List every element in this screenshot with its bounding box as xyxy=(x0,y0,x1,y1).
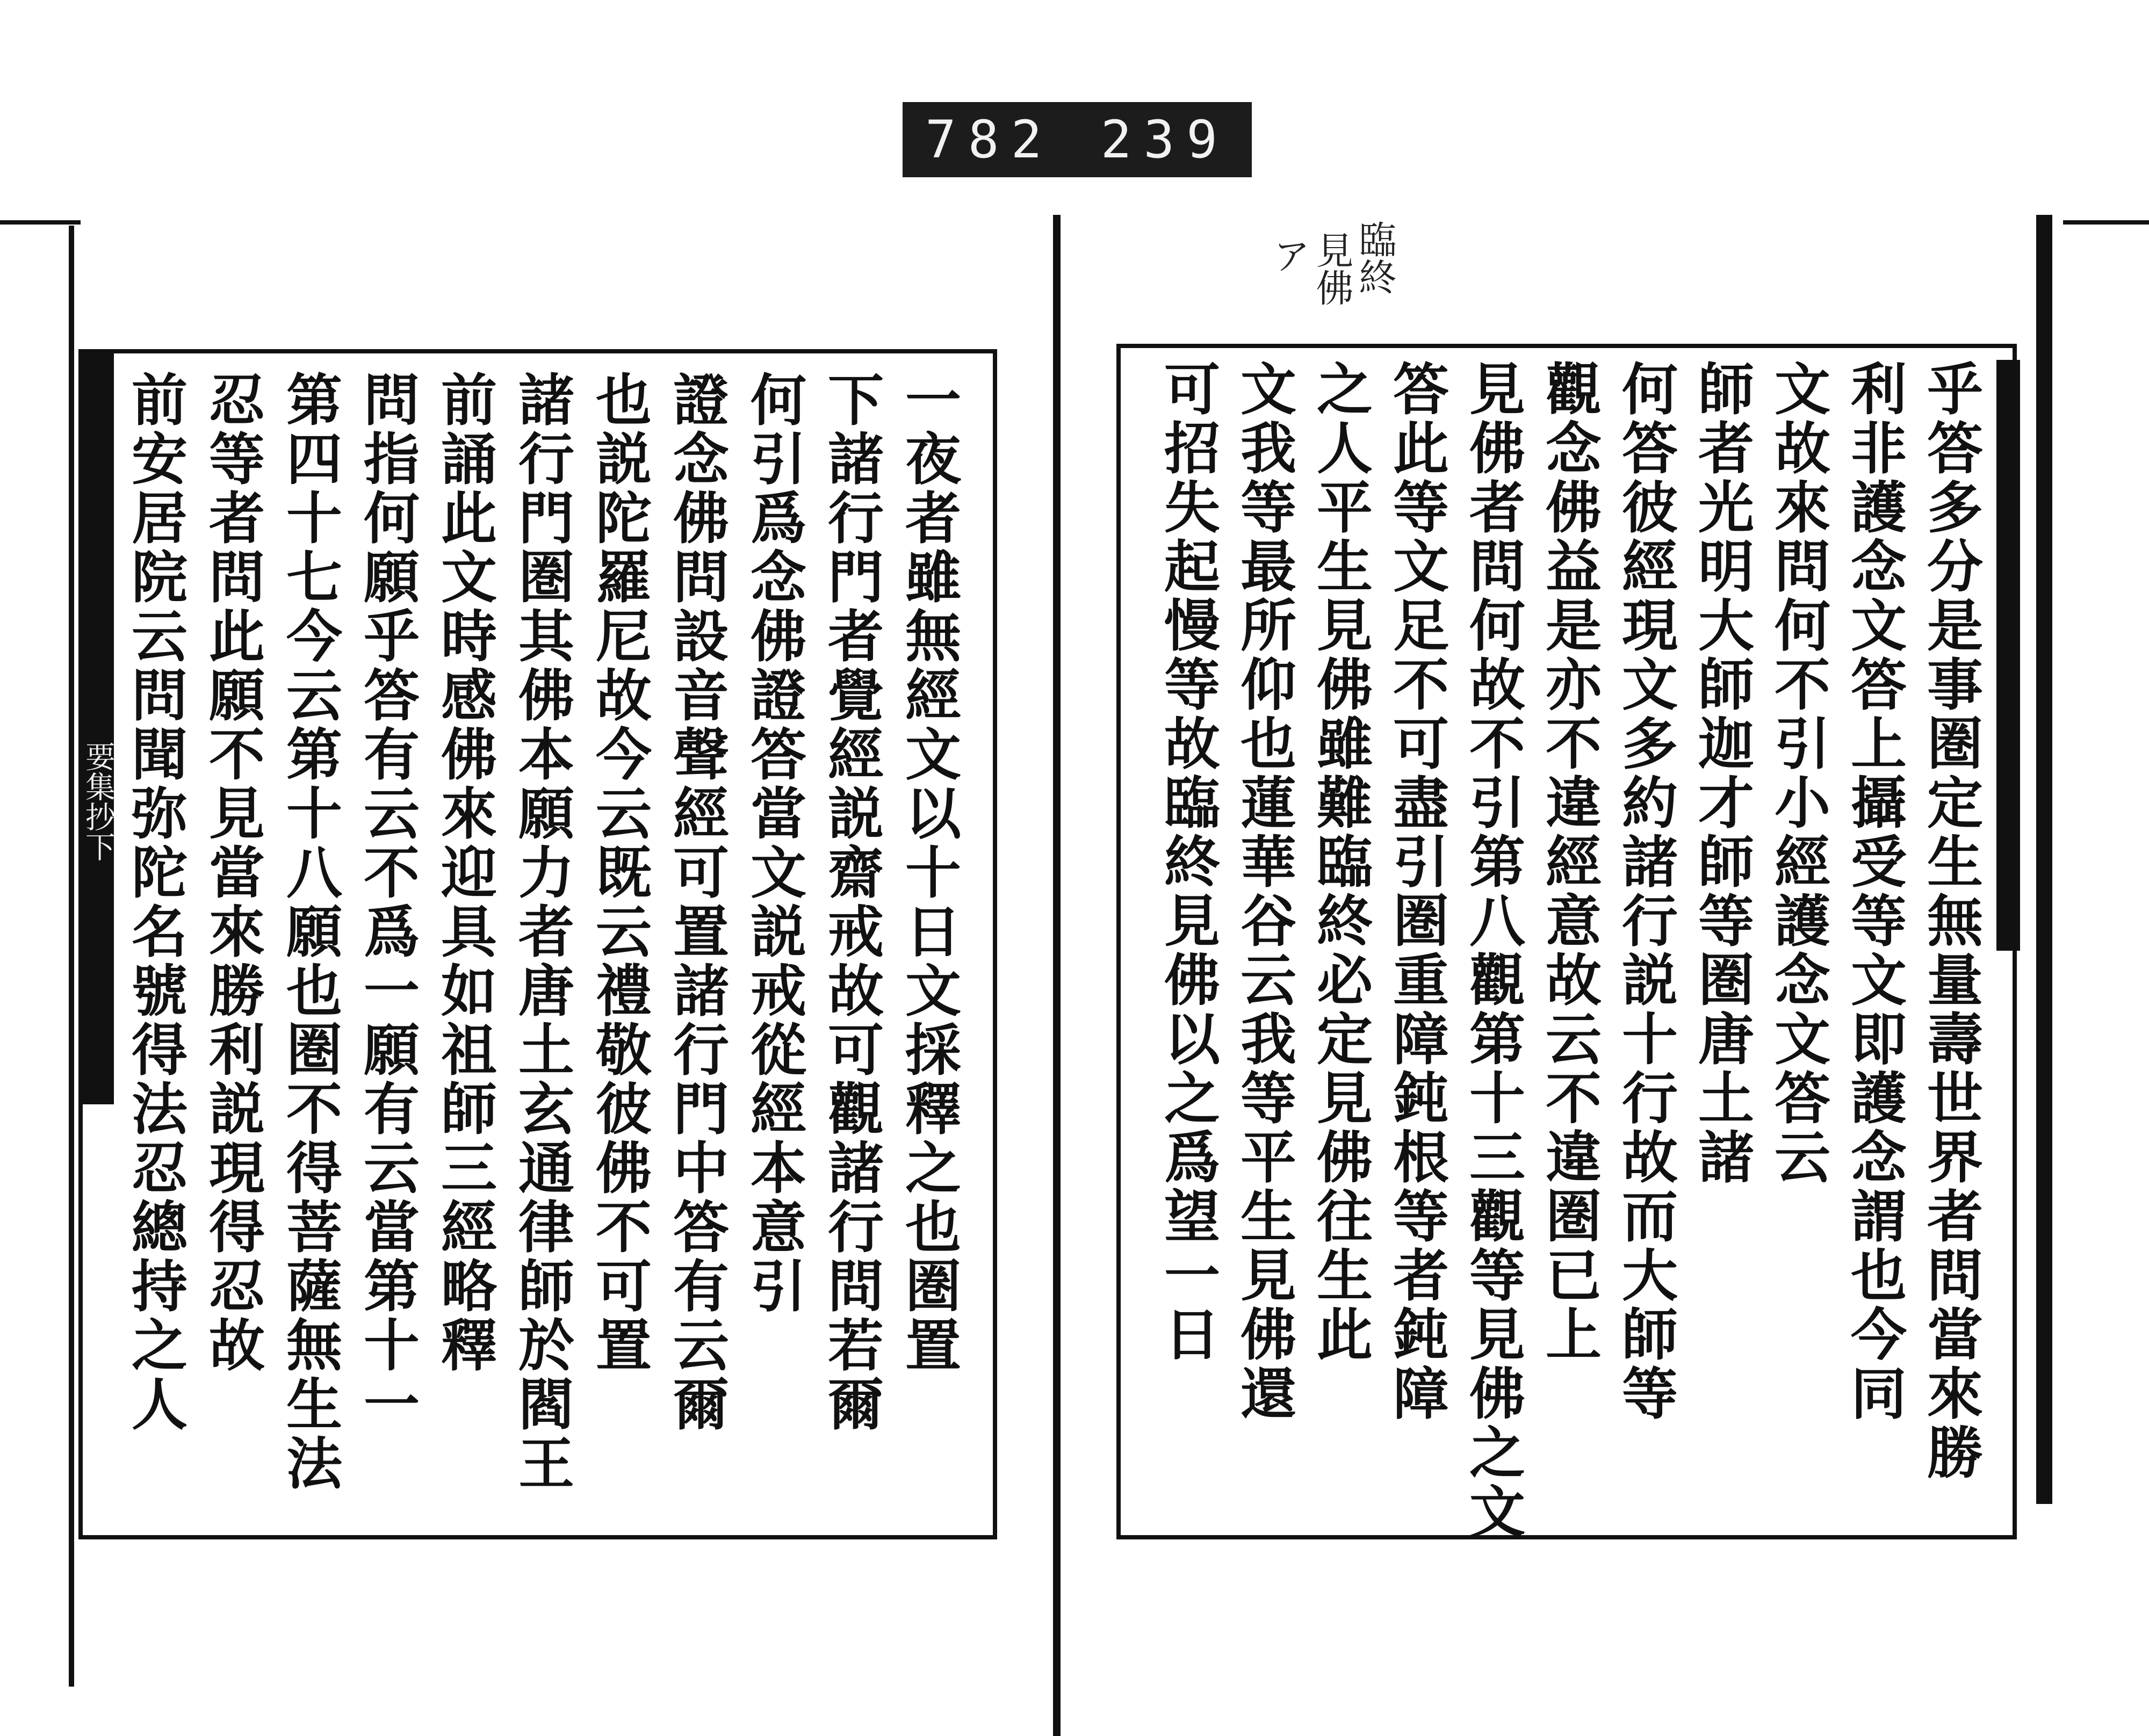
left-text-column-9: 第四十七今云第十八願也圏不得菩薩無生法 xyxy=(277,371,343,1493)
frame-number-label xyxy=(903,102,1252,177)
left-cover-edge xyxy=(69,226,74,1687)
right-text-column-4: 師者光明大師迦才師等圏唐土諸 xyxy=(1689,360,1755,1187)
right-text-column-5: 何答彼經現文多約諸行説十行故而大師等 xyxy=(1612,360,1678,1423)
right-text-column-2: 利非護念文答上攝受等文即護念謂也今同 xyxy=(1841,360,1907,1423)
margin-title: 要集抄下 xyxy=(81,741,116,862)
left-text-column-4: 證念佛問設音聲經可置諸行門中答有云爾 xyxy=(664,371,730,1434)
right-text-column-10: 文我等最所仰也蓮華谷云我等平生見佛還 xyxy=(1231,360,1297,1423)
left-text-column-8: 問指何願乎答有云不爲一願有云當第十一 xyxy=(354,371,420,1434)
left-text-column-5: 也説陀羅尼故今云既云禮敬彼佛不可置 xyxy=(586,371,652,1375)
handwritten-note-line-3: ア xyxy=(1267,236,1311,274)
top-edge-line-left xyxy=(0,220,81,225)
left-text-column-3: 何引爲念佛證答當文説戒從經本意引 xyxy=(741,371,807,1316)
handwritten-note-line-1: 臨終 xyxy=(1353,220,1397,295)
right-text-column-6: 觀念佛益是亦不違經意故云不違圏已上 xyxy=(1536,360,1602,1364)
right-text-column-3: 文故來問何不引小經護念文答云 xyxy=(1765,360,1831,1187)
left-text-column-2: 下諸行門者覺經説齋戒故可觀諸行問若爾 xyxy=(818,371,884,1434)
right-text-column-1: 乎答多分是事圏定生無量壽世界者問當來勝 xyxy=(1917,360,1984,1482)
right-text-column-11: 可招失起慢等故臨終見佛以之爲望一日 xyxy=(1155,360,1221,1364)
left-text-column-7: 前誦此文時感佛來迎具如祖師三經略釋 xyxy=(431,371,497,1375)
frame-number-right: 239 xyxy=(1100,110,1229,170)
frame-number-left: 782 xyxy=(925,110,1054,170)
left-text-column-10: 忍等者問此願不見當來勝利説現得忍故 xyxy=(199,371,265,1375)
left-text-column-1: 一夜者雖無經文以十日文採釋之也圏置 xyxy=(896,371,962,1375)
right-page xyxy=(1107,215,2042,1719)
left-page xyxy=(75,215,1053,1719)
right-text-column-8: 答此等文足不可盡引圏重障鈍根等者鈍障 xyxy=(1383,360,1450,1423)
handwritten-note xyxy=(1257,220,1397,349)
margin-title-tab xyxy=(82,352,114,1104)
right-text-column-7: 見佛者問何故不引第八觀第十三觀等見佛之文 xyxy=(1460,360,1526,1542)
handwritten-note-line-2: 見佛 xyxy=(1310,231,1354,306)
right-text-column-9: 之人平生見佛雖難臨終必定見佛往生此 xyxy=(1307,360,1373,1364)
left-text-column-11: 前安居院云問聞弥陀名號得法忍總持之人 xyxy=(122,371,188,1434)
book-spine xyxy=(1053,215,1061,1736)
left-text-column-6: 諸行門圏其佛本願力者唐土玄通律師於閻王 xyxy=(509,371,575,1493)
top-edge-line-right xyxy=(2063,220,2149,225)
right-margin-tab xyxy=(1996,360,2020,951)
